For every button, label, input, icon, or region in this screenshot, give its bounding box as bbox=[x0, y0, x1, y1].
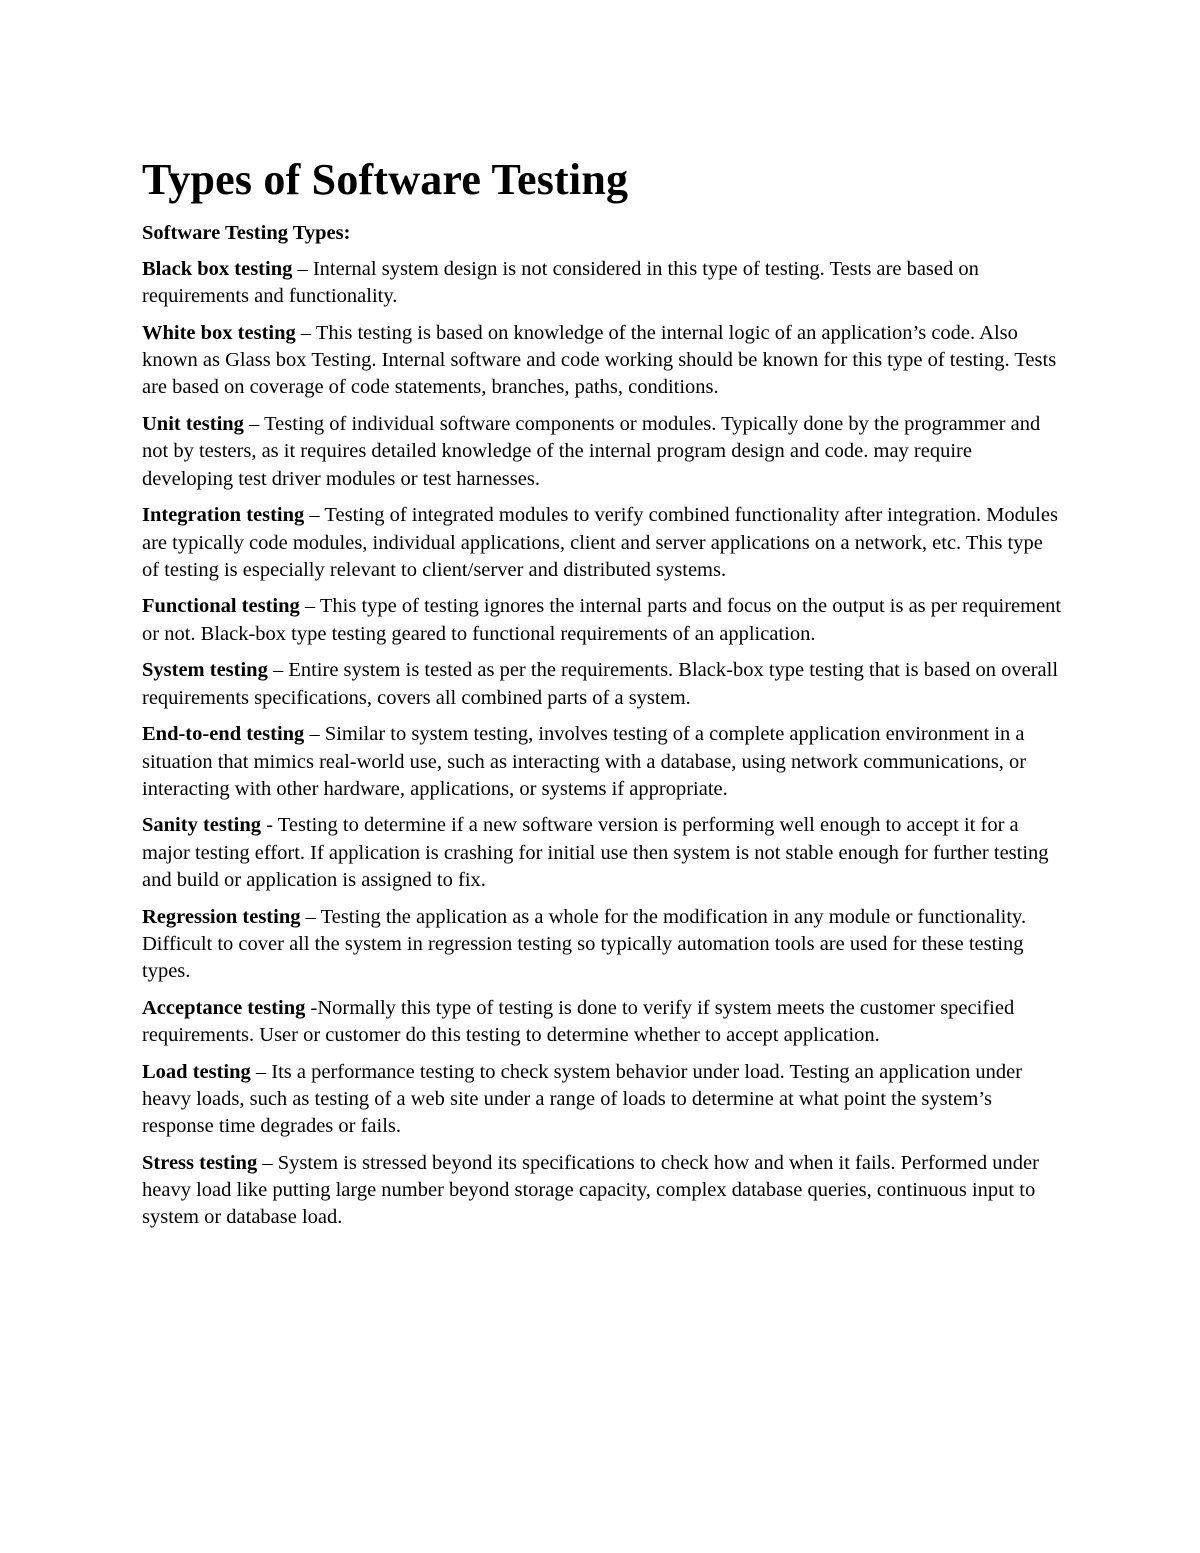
entry-regression-testing bbox=[142, 904, 1062, 986]
entry-acceptance-testing bbox=[142, 995, 1062, 1050]
entry-sanity-testing bbox=[142, 812, 1062, 894]
entry-stress-testing bbox=[142, 1150, 1062, 1232]
entry-term: Integration testing bbox=[142, 504, 305, 527]
entry-separator: – bbox=[295, 321, 316, 344]
entry-description: Testing the application as a whole for the modification in any module or functionality. Difficult to cover all the system in regression testing so typically automation tools are used for these testing types. bbox=[142, 905, 1027, 983]
entry-separator: – bbox=[304, 504, 325, 527]
entry-unit-testing bbox=[142, 411, 1062, 493]
entry-description: Normally this type of testing is done to verify if system meets the customer specified requirements. User or customer do this testing to determine whether to accept application. bbox=[142, 996, 1015, 1047]
entry-end-to-end-testing bbox=[142, 721, 1062, 803]
entry-term: Unit testing bbox=[142, 413, 244, 436]
entry-term: Functional testing bbox=[142, 595, 300, 618]
entry-term: Regression testing bbox=[142, 905, 301, 928]
entry-separator: - bbox=[305, 996, 318, 1019]
entry-description: Internal system design is not considered in this type of testing. Tests are based on requirements and functionality. bbox=[142, 258, 979, 308]
entry-system-testing bbox=[142, 657, 1062, 712]
entry-term: Acceptance testing bbox=[142, 996, 306, 1019]
entry-term: Stress testing bbox=[142, 1151, 258, 1174]
entry-separator: – bbox=[299, 595, 320, 618]
section-subheading: Software Testing Types: bbox=[142, 222, 351, 244]
entry-functional-testing bbox=[142, 593, 1062, 648]
entry-separator: - bbox=[261, 814, 278, 837]
entry-separator: – bbox=[292, 258, 313, 280]
document-page bbox=[142, 150, 1062, 1241]
entry-term: Load testing bbox=[142, 1060, 251, 1083]
page-title: Types of Software Testing bbox=[142, 155, 629, 204]
entry-description: Testing to determine if a new software version is performing well enough to accept it for a major testing effort. If application is crashing for initial use then system is not stable enough for further testing and build or application is assigned to fix. bbox=[142, 814, 1049, 892]
entry-term: Sanity testing bbox=[142, 814, 262, 837]
entry-separator: – bbox=[250, 1060, 272, 1083]
entry-description: Its a performance testing to check system behavior under load. Testing an application under heavy loads, such as testing of a web site under a range of loads to determine at what point the system’s response time degrades or fails. bbox=[142, 1060, 1023, 1138]
entry-term: System testing bbox=[142, 659, 268, 682]
entry-description: This type of testing ignores the internal parts and focus on the output is as per requirement or not. Black-box type testing geared to functional requirements of an application. bbox=[142, 595, 1062, 645]
entry-term: White box testing bbox=[142, 321, 296, 344]
entry-description: System is stressed beyond its specifications to check how and when it fails. Performed under heavy load like putting large number beyond storage capacity, complex database queries, continuous input to system or database load. bbox=[142, 1151, 1039, 1229]
entry-description: Similar to system testing, involves testing of a complete application environment in a situation that mimics real-world use, such as interacting with a database, using network communications, or interacting with other hardware, applications, or systems if appropriate. bbox=[142, 723, 1027, 800]
entry-description: Entire system is tested as per the requirements. Black-box type testing that is based on overall requirements specifications, covers all combined parts of a system. bbox=[142, 659, 1059, 709]
entry-black-box-testing bbox=[142, 256, 1062, 311]
entry-separator: – bbox=[304, 723, 325, 746]
entry-separator: – bbox=[257, 1151, 278, 1174]
entry-description: Testing of individual software components or modules. Typically done by the programmer and not by testers, as it requires detailed knowledge of the internal program design and code. may require developing test driver modules or test harnesses. bbox=[142, 413, 1041, 490]
entry-term: Black box testing bbox=[142, 258, 293, 280]
entry-separator: – bbox=[243, 413, 265, 436]
entry-description: This testing is based on knowledge of the internal logic of an application’s code. Also known as Glass box Testing. Internal software and code working should be known for this type of testing. Tests are based on coverage of code statements, branches, paths, conditions. bbox=[142, 321, 1057, 399]
entry-term: End-to-end testing bbox=[142, 723, 305, 746]
entry-description: Testing of integrated modules to verify combined functionality after integration. Modules are typically code modules, individual applications, client and server applications on a network, etc. This type of testing is especially relevant to client/server and distributed systems. bbox=[142, 504, 1058, 581]
entry-separator: – bbox=[267, 659, 289, 682]
entry-white-box-testing bbox=[142, 320, 1062, 402]
entry-load-testing bbox=[142, 1059, 1062, 1141]
entry-separator: – bbox=[300, 905, 321, 928]
entry-integration-testing bbox=[142, 502, 1062, 584]
